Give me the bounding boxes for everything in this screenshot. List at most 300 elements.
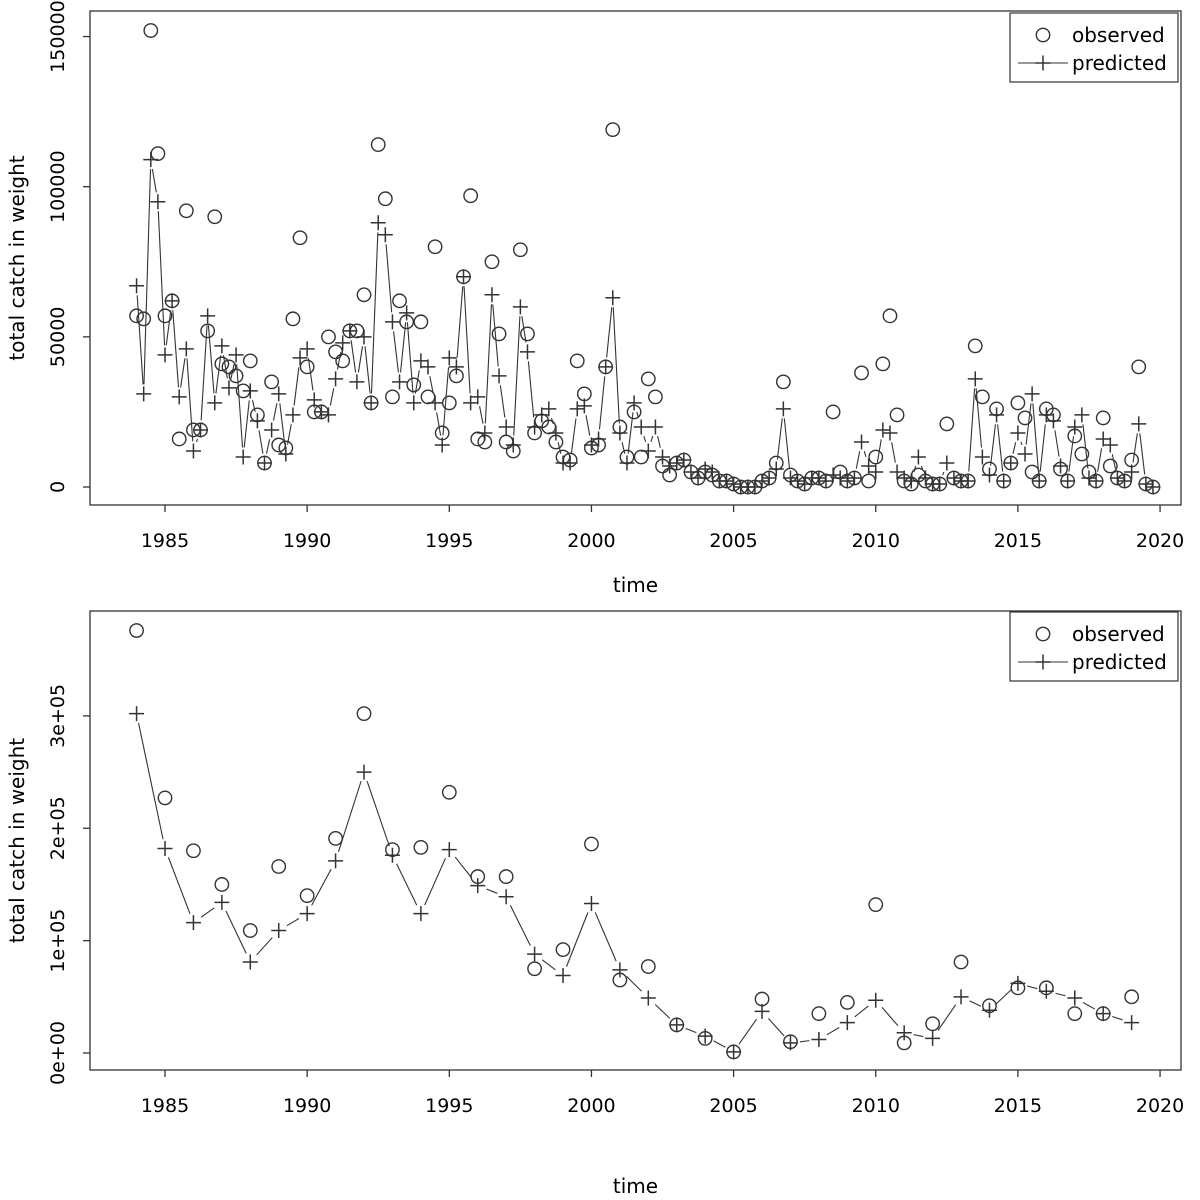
predicted-line-segment — [187, 358, 193, 441]
observed-point-marker — [812, 1007, 825, 1020]
observed-point-marker — [1011, 396, 1024, 409]
legend-label-observed: observed — [1072, 622, 1165, 646]
predicted-line-segment — [628, 412, 633, 453]
predicted-line-segment — [1083, 424, 1088, 468]
predicted-point-marker — [1053, 458, 1068, 473]
predicted-line-segment — [599, 376, 604, 429]
observed-point-marker — [151, 147, 164, 160]
predicted-point-marker — [527, 419, 542, 434]
predicted-point-marker — [378, 227, 393, 242]
predicted-point-marker — [172, 389, 187, 404]
predicted-line-segment — [487, 889, 498, 893]
predicted-line-segment — [595, 912, 616, 961]
observed-point-marker — [386, 390, 399, 403]
observed-point-marker — [585, 837, 598, 850]
observed-point-marker — [1025, 465, 1038, 478]
observed-point-marker — [826, 405, 839, 418]
predicted-line-segment — [1033, 403, 1039, 471]
legend-label-predicted: predicted — [1072, 51, 1167, 75]
y-axis-title: total catch in weight — [5, 737, 29, 944]
predicted-line-segment — [1133, 433, 1137, 462]
observed-point-marker — [286, 312, 299, 325]
predicted-line-segment — [827, 1028, 839, 1035]
observed-point-marker — [428, 240, 441, 253]
observed-point-marker — [642, 372, 655, 385]
predicted-point-marker — [1010, 425, 1025, 440]
predicted-line-segment — [237, 364, 243, 447]
predicted-point-marker — [527, 947, 542, 962]
predicted-line-segment — [528, 361, 533, 417]
predicted-line-segment — [273, 403, 276, 420]
observed-point-marker — [329, 832, 342, 845]
predicted-line-segment — [510, 905, 530, 945]
predicted-point-marker — [1103, 437, 1118, 452]
observed-point-marker — [173, 432, 186, 445]
predicted-line-segment — [201, 908, 214, 917]
predicted-point-marker — [143, 152, 158, 167]
predicted-point-marker — [1039, 984, 1054, 999]
predicted-point-marker — [257, 455, 272, 470]
predicted-point-marker — [577, 398, 592, 413]
predicted-point-marker — [769, 461, 784, 476]
predicted-point-marker — [755, 1004, 770, 1019]
y-tick-label: 150000 — [47, 0, 69, 73]
predicted-point-marker — [357, 329, 372, 344]
observed-point-marker — [414, 315, 427, 328]
predicted-line-segment — [144, 169, 151, 384]
predicted-line-segment — [658, 436, 661, 448]
predicted-point-marker — [442, 842, 457, 857]
predicted-line-segment — [480, 406, 483, 423]
predicted-point-marker — [371, 215, 386, 230]
observed-point-marker — [635, 450, 648, 463]
predicted-line-segment — [1055, 430, 1059, 456]
predicted-point-marker — [875, 422, 890, 437]
predicted-point-marker — [591, 431, 606, 446]
predicted-point-marker — [328, 853, 343, 868]
legend — [1010, 612, 1178, 681]
observed-point-marker — [642, 960, 655, 973]
predicted-point-marker — [236, 449, 251, 464]
predicted-line-segment — [1098, 448, 1102, 471]
predicted-point-marker — [214, 338, 229, 353]
x-tick-label: 1995 — [425, 530, 474, 552]
predicted-point-marker — [1096, 431, 1111, 446]
predicted-line-segment — [1021, 442, 1022, 445]
x-tick-label: 2015 — [993, 1095, 1043, 1117]
predicted-line-segment — [330, 388, 333, 405]
predicted-point-marker — [918, 470, 933, 485]
predicted-line-segment — [394, 331, 399, 372]
series-observed — [130, 624, 1138, 1059]
x-tick-label: 1990 — [282, 530, 332, 552]
predicted-point-marker — [136, 386, 151, 401]
observed-point-marker — [521, 327, 534, 340]
predicted-line-segment — [401, 322, 406, 372]
predicted-point-marker — [982, 1003, 997, 1018]
predicted-point-marker — [996, 473, 1011, 488]
y-tick-label: 3e+05 — [47, 683, 69, 748]
observed-point-marker — [869, 898, 882, 911]
predicted-point-marker — [833, 470, 848, 485]
observed-point-marker — [649, 390, 662, 403]
predicted-point-marker — [1018, 446, 1033, 461]
observed-point-marker — [940, 417, 953, 430]
predicted-line-segment — [168, 857, 190, 913]
x-tick-label: 2020 — [1135, 530, 1185, 552]
observed-point-marker — [528, 962, 541, 975]
predicted-point-marker — [186, 915, 201, 930]
predicted-point-marker — [797, 476, 812, 491]
predicted-point-marker — [698, 461, 713, 476]
predicted-line-segment — [158, 211, 164, 345]
predicted-point-marker — [619, 455, 634, 470]
predicted-line-segment — [713, 1041, 725, 1048]
observed-point-marker — [244, 924, 257, 937]
predicted-point-marker — [285, 407, 300, 422]
predicted-point-marker — [939, 455, 954, 470]
y-tick-label: 50000 — [47, 306, 69, 368]
observed-point-marker — [414, 841, 427, 854]
predicted-point-marker — [328, 371, 343, 386]
observed-point-marker — [357, 288, 370, 301]
predicted-point-marker — [1096, 1006, 1111, 1021]
predicted-point-marker — [435, 437, 450, 452]
predicted-point-marker — [826, 467, 841, 482]
predicted-line-segment — [244, 400, 249, 447]
predicted-point-marker — [946, 470, 961, 485]
predicted-line-segment — [139, 723, 164, 839]
observed-point-marker — [272, 860, 285, 873]
predicted-line-segment — [864, 451, 866, 457]
predicted-line-segment — [938, 1005, 956, 1031]
observed-point-marker — [393, 294, 406, 307]
predicted-point-marker — [904, 473, 919, 488]
predicted-line-segment — [312, 869, 331, 905]
predicted-line-segment — [998, 424, 1003, 471]
predicted-point-marker — [1117, 473, 1132, 488]
observed-point-marker — [485, 255, 498, 268]
predicted-line-segment — [216, 355, 221, 393]
predicted-point-marker — [413, 353, 428, 368]
x-tick-label: 2010 — [851, 1095, 900, 1117]
observed-point-marker — [571, 354, 584, 367]
predicted-point-marker — [193, 422, 208, 437]
predicted-point-marker — [1081, 470, 1096, 485]
predicted-line-segment — [287, 919, 299, 926]
observed-point-marker — [556, 943, 569, 956]
y-tick-label: 1e+05 — [47, 908, 69, 973]
predicted-point-marker — [484, 287, 499, 302]
predicted-point-marker — [598, 359, 613, 374]
observed-point-marker — [201, 324, 214, 337]
predicted-point-marker — [726, 476, 741, 491]
predicted-point-marker — [300, 341, 315, 356]
predicted-line-segment — [913, 1035, 923, 1037]
observed-point-marker — [606, 123, 619, 136]
legend-label-observed: observed — [1072, 23, 1165, 47]
predicted-line-segment — [500, 385, 504, 417]
predicted-line-segment — [367, 781, 389, 846]
x-axis-title: time — [612, 573, 659, 597]
predicted-line-segment — [768, 1018, 784, 1035]
predicted-line-segment — [514, 316, 520, 435]
predicted-line-segment — [644, 436, 646, 442]
x-tick-label: 1990 — [282, 1095, 332, 1117]
predicted-point-marker — [349, 374, 364, 389]
observed-point-marker — [777, 375, 790, 388]
predicted-point-marker — [158, 347, 173, 362]
predicted-point-marker — [989, 407, 1004, 422]
predicted-line-segment — [437, 412, 441, 435]
predicted-line-segment — [586, 415, 590, 435]
predicted-line-segment — [166, 310, 171, 345]
predicted-point-marker — [556, 968, 571, 983]
predicted-point-marker — [165, 293, 180, 308]
predicted-line-segment — [1112, 1017, 1122, 1020]
observed-point-marker — [187, 844, 200, 857]
predicted-point-marker — [790, 473, 805, 488]
predicted-point-marker — [840, 473, 855, 488]
predicted-point-marker — [840, 1015, 855, 1030]
predicted-point-marker — [364, 395, 379, 410]
predicted-line-segment — [567, 912, 588, 966]
predicted-point-marker — [150, 194, 165, 209]
bottom-annual-chart — [5, 611, 1184, 1198]
observed-point-marker — [841, 996, 854, 1009]
predicted-point-marker — [392, 374, 407, 389]
predicted-line-segment — [655, 1004, 670, 1018]
predicted-point-marker — [428, 395, 443, 410]
predicted-point-marker — [1089, 473, 1104, 488]
observed-point-marker — [443, 396, 456, 409]
predicted-point-marker — [1074, 407, 1089, 422]
predicted-point-marker — [961, 473, 976, 488]
y-tick-label: 2e+05 — [47, 796, 69, 861]
predicted-point-marker — [406, 395, 421, 410]
x-tick-label: 2000 — [567, 530, 616, 552]
predicted-point-marker — [300, 906, 315, 921]
predicted-point-marker — [278, 446, 293, 461]
observed-point-marker — [926, 1017, 939, 1030]
predicted-point-marker — [385, 314, 400, 329]
predicted-point-marker — [129, 706, 144, 721]
predicted-line-segment — [1056, 993, 1066, 995]
predicted-point-marker — [271, 923, 286, 938]
predicted-point-marker — [818, 473, 833, 488]
predicted-line-segment — [856, 451, 859, 468]
observed-point-marker — [215, 878, 228, 891]
predicted-line-segment — [784, 418, 789, 468]
observed-point-marker — [1125, 990, 1138, 1003]
observed-point-marker — [293, 231, 306, 244]
observed-point-marker — [876, 357, 889, 370]
predicted-point-marker — [342, 323, 357, 338]
predicted-point-marker — [243, 383, 258, 398]
predicted-line-segment — [627, 977, 642, 992]
predicted-point-marker — [847, 470, 862, 485]
y-tick-label: 0e+00 — [47, 1021, 69, 1085]
predicted-point-marker — [214, 895, 229, 910]
predicted-line-segment — [407, 322, 413, 393]
predicted-point-marker — [200, 308, 215, 323]
observed-point-marker — [208, 210, 221, 223]
predicted-point-marker — [243, 954, 258, 969]
predicted-point-marker — [563, 455, 578, 470]
predicted-point-marker — [1039, 407, 1054, 422]
predicted-point-marker — [747, 480, 762, 495]
predicted-line-segment — [882, 1007, 898, 1025]
predicted-line-segment — [996, 990, 1011, 1004]
predicted-line-segment — [173, 310, 179, 387]
predicted-point-marker — [470, 389, 485, 404]
predicted-point-marker — [755, 473, 770, 488]
predicted-point-marker — [420, 359, 435, 374]
predicted-line-segment — [1083, 1003, 1095, 1010]
predicted-line-segment — [1040, 424, 1045, 471]
observed-point-marker — [300, 360, 313, 373]
predicted-line-segment — [976, 388, 981, 447]
observed-point-marker — [265, 375, 278, 388]
observed-point-marker — [407, 378, 420, 391]
predicted-point-marker — [584, 437, 599, 452]
predicted-line-segment — [257, 938, 273, 955]
x-tick-label: 1995 — [425, 1095, 474, 1117]
observed-point-marker — [244, 354, 257, 367]
predicted-line-segment — [892, 442, 896, 462]
predicted-point-marker — [968, 371, 983, 386]
predicted-point-marker — [1124, 464, 1139, 479]
predicted-point-marker — [357, 765, 372, 780]
predicted-point-marker — [868, 993, 883, 1008]
predicted-point-marker — [463, 395, 478, 410]
observed-point-marker — [1132, 360, 1145, 373]
predicted-point-marker — [584, 896, 599, 911]
predicted-point-marker — [129, 278, 144, 293]
predicted-point-marker — [385, 848, 400, 863]
predicted-line-segment — [991, 424, 996, 465]
observed-point-marker — [890, 408, 903, 421]
predicted-line-segment — [1013, 442, 1016, 454]
predicted-line-segment — [457, 286, 463, 357]
predicted-line-segment — [739, 1019, 757, 1044]
predicted-point-marker — [570, 401, 585, 416]
observed-point-marker — [443, 786, 456, 799]
predicted-line-segment — [338, 781, 361, 852]
predicted-point-marker — [499, 419, 514, 434]
predicted-point-marker — [456, 269, 471, 284]
observed-point-marker — [869, 450, 882, 463]
series-predicted — [129, 152, 1160, 494]
observed-point-marker — [158, 791, 171, 804]
predicted-point-marker — [1010, 976, 1025, 991]
predicted-point-marker — [719, 473, 734, 488]
predicted-line-segment — [969, 388, 975, 471]
observed-point-marker — [499, 870, 512, 883]
legend-label-predicted: predicted — [1072, 650, 1167, 674]
observed-point-marker — [954, 955, 967, 968]
predicted-line-segment — [1027, 986, 1037, 989]
predicted-point-marker — [179, 341, 194, 356]
x-tick-label: 2010 — [851, 530, 900, 552]
predicted-point-marker — [612, 425, 627, 440]
predicted-line-segment — [201, 325, 207, 420]
predicted-point-marker — [1145, 480, 1160, 495]
predicted-point-marker — [705, 464, 720, 479]
legend — [1010, 13, 1178, 82]
predicted-point-marker — [954, 989, 969, 1004]
observed-point-marker — [862, 474, 875, 487]
predicted-line-segment — [267, 439, 270, 453]
observed-point-marker — [492, 327, 505, 340]
predicted-line-segment — [196, 439, 197, 442]
predicted-point-marker — [605, 290, 620, 305]
predicted-point-marker — [641, 990, 656, 1005]
observed-point-marker — [357, 707, 370, 720]
predicted-line-segment — [397, 864, 417, 905]
predicted-line-segment — [137, 295, 143, 384]
predicted-line-segment — [464, 286, 470, 393]
x-tick-label: 2005 — [709, 530, 758, 552]
x-tick-label: 2000 — [567, 1095, 616, 1117]
predicted-line-segment — [613, 307, 619, 423]
predicted-line-segment — [259, 430, 263, 453]
predicted-line-segment — [607, 307, 612, 357]
predicted-line-segment — [181, 358, 185, 387]
predicted-point-marker — [925, 1031, 940, 1046]
observed-point-marker — [180, 204, 193, 217]
predicted-point-marker — [1025, 386, 1040, 401]
predicted-point-marker — [868, 464, 883, 479]
observed-point-marker — [144, 24, 157, 37]
predicted-line-segment — [800, 1041, 810, 1042]
predicted-line-segment — [365, 346, 370, 393]
predicted-point-marker — [897, 470, 912, 485]
predicted-point-marker — [442, 350, 457, 365]
predicted-point-marker — [932, 476, 947, 491]
predicted-point-marker — [1032, 473, 1047, 488]
predicted-point-marker — [641, 443, 656, 458]
predicted-point-marker — [321, 407, 336, 422]
predicted-point-marker — [811, 470, 826, 485]
observed-point-marker — [322, 330, 335, 343]
predicted-point-marker — [1124, 1015, 1139, 1030]
predicted-point-marker — [811, 1032, 826, 1047]
predicted-point-marker — [726, 1044, 741, 1059]
predicted-point-marker — [506, 437, 521, 452]
predicted-line-segment — [152, 169, 156, 192]
predicted-point-marker — [186, 443, 201, 458]
predicted-point-marker — [520, 344, 535, 359]
predicted-point-marker — [264, 422, 279, 437]
observed-point-marker — [855, 366, 868, 379]
predicted-point-marker — [691, 470, 706, 485]
predicted-point-marker — [776, 401, 791, 416]
observed-point-marker — [969, 339, 982, 352]
predicted-line-segment — [686, 1028, 697, 1032]
predicted-line-segment — [855, 1006, 869, 1017]
predicted-point-marker — [861, 458, 876, 473]
observed-point-marker — [1096, 411, 1109, 424]
predicted-line-segment — [455, 857, 472, 878]
predicted-line-segment — [386, 244, 392, 312]
observed-point-marker — [883, 309, 896, 322]
predicted-line-segment — [777, 418, 782, 459]
x-tick-label: 2020 — [1135, 1095, 1185, 1117]
predicted-line-segment — [493, 304, 498, 366]
predicted-point-marker — [1003, 455, 1018, 470]
predicted-point-marker — [890, 464, 905, 479]
